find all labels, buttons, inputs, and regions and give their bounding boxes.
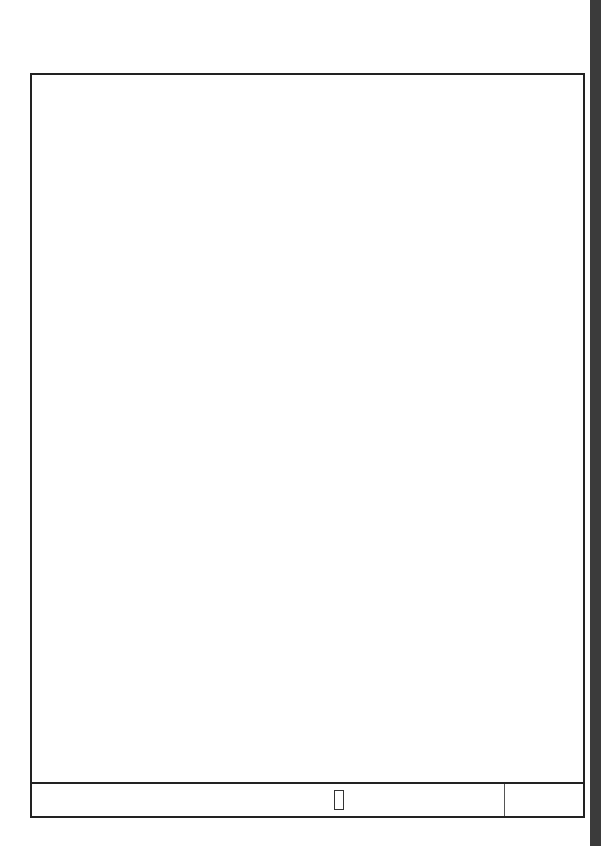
shop-phone	[334, 790, 344, 810]
menu-grid	[30, 73, 585, 784]
total-label	[442, 784, 444, 816]
scan-edge	[590, 0, 601, 846]
menu-footer	[30, 784, 585, 818]
total-divider	[504, 784, 505, 816]
